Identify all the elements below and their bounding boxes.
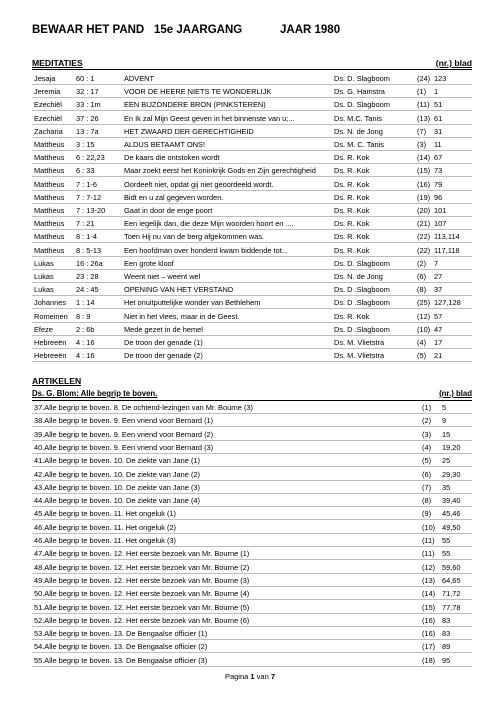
footer-prefix: Pagina [224,672,249,681]
meditatie-issue: (20) [417,206,431,215]
artikel-issue: (7) [422,482,432,492]
meditatie-page: 61 [434,113,443,123]
meditatie-author: Ds. M. Vlietstra [334,338,385,347]
artikelen-title: ARTIKELEN [32,376,82,386]
artikel-row [32,481,472,494]
artikel-title: 53.Alle begrip te boven. 13. De Bengaalse officier (1) [34,629,208,639]
meditatie-issue: (19) [417,192,431,202]
meditatie-author: Ds. R. Kok [334,192,370,202]
artikel-issue: (10) [422,522,436,532]
meditatie-title: Oordeelt niet, opdat gij niet geoordeeld wordt. [124,179,274,189]
artikel-issue: (9) [422,509,432,519]
artikel-row [32,468,472,481]
meditatie-book: Mattheus [34,192,65,202]
artikel-page: 83 [442,629,451,639]
meditatie-row [32,138,472,151]
artikelen-column-label: (nr.) blad [439,389,472,398]
artikel-page: 64,65 [442,575,461,585]
meditatie-author: Ds. N. de Jong [334,272,383,281]
meditatie-author: Ds. R. Kok [334,311,370,321]
meditatie-author: Ds. R. Kok [334,245,370,255]
meditatie-page: 7 [434,258,439,268]
meditatie-book: Lukas [34,258,54,268]
artikel-issue: (11) [422,549,435,559]
meditatie-title: Een iegelijk dan, die deze Mijn woorden hoort en .... [124,219,294,229]
artikel-title: 41.Alle begrip te boven. 10. De ziekte van Jane (1) [34,456,200,466]
meditatie-issue: (12) [417,311,431,321]
meditatie-author: Ds. D. Slagboom [334,258,390,268]
artikel-page: 55 [442,549,451,559]
artikel-row [32,561,472,574]
meditatie-title: Een hoofdman over honderd kwam biddende tot... [124,245,288,255]
meditatie-book: Johannes [34,298,67,308]
artikel-row [32,521,472,534]
artikel-page: 89 [442,642,451,652]
meditatie-reference: 33 : 1m [76,100,101,110]
meditatie-author: Ds. M. Vlietstra [334,351,385,361]
meditatie-issue: (6) [417,272,427,281]
meditatie-reference: 4 : 16 [76,351,95,361]
meditatie-reference: 8 : 5-13 [76,245,102,255]
artikel-issue: (18) [422,655,436,665]
meditatie-row [32,72,472,85]
meditatie-title: Mede gezet in de hemel [124,324,203,334]
page-header [32,24,472,38]
meditatie-title: Maar zoekt eerst het Koninkrijk Gods en Zijn gerechtigheid [124,166,316,176]
meditatie-row [32,217,472,230]
meditatie-book: Jeremia [34,87,61,97]
meditatie-row [32,191,472,204]
artikel-page: 83 [442,615,451,625]
meditatie-row [32,310,472,323]
meditatie-book: Mattheus [34,166,65,176]
artikel-issue: (1) [422,403,432,412]
meditatie-author: Ds. G. Hamstra [334,87,385,97]
artikel-title: 47.Alle begrip te boven. 12. Het eerste bezoek van Mr. Bourne (1) [34,549,250,559]
meditatie-issue: (15) [417,166,431,176]
meditatie-reference: 8 : 9 [76,311,91,321]
artikel-page: 35 [442,482,451,492]
artikel-page: 45,46 [442,509,461,519]
meditatie-book: Mattheus [34,179,65,189]
meditatie-book: Hebreeën [34,338,67,347]
meditatie-reference: 4 : 16 [76,338,95,347]
meditatie-reference: 1 : 14 [76,298,95,308]
meditatie-book: Mattheus [34,232,65,242]
meditatie-row [32,296,472,309]
meditatie-page: 107 [434,219,447,229]
artikel-page: 95 [442,655,451,665]
meditatie-page: 31 [434,126,443,136]
page-footer [0,672,500,681]
meditatie-author: Ds. D .Slagboom [334,298,390,308]
meditaties-column-label: (nr.) blad [435,58,472,68]
artikel-issue: (16) [422,629,436,639]
meditatie-issue: (25) [417,298,431,308]
meditatie-reference: 37 : 26 [76,113,99,123]
meditatie-reference: 7 : 13-20 [76,206,106,215]
meditatie-page: 127,128 [434,298,461,308]
meditaties-heading [32,58,472,70]
meditatie-reference: 6 : 33 [76,166,95,176]
artikel-page: 5 [442,403,447,412]
meditatie-row [32,244,472,257]
artikel-row [32,534,472,547]
artikel-page: 71,72 [442,589,461,599]
meditatie-title: Weent niet – weent wel [124,272,201,281]
meditatie-row [32,323,472,336]
meditatie-book: Mattheus [34,140,65,149]
artikelen-heading [32,376,472,388]
artikel-row [32,414,472,427]
meditatie-book: Zacharia [34,126,63,136]
meditatie-title: VOOR DE HEERE NIETS TE WONDERLIJK [124,87,272,97]
meditatie-page: 47 [434,324,443,334]
meditatie-page: 101 [434,206,447,215]
artikel-title: 38.Alle begrip te boven. 9. Een vriend voor Bernard (1) [34,416,214,426]
meditatie-row [32,283,472,296]
artikel-page: 49,50 [442,522,461,532]
artikel-page: 15 [442,429,451,439]
meditatie-page: 113,114 [434,232,460,242]
meditatie-reference: 7 : 1-6 [76,179,97,189]
artikel-title: 43.Alle begrip te boven. 10. De ziekte van Jane (3) [34,482,200,492]
artikel-row [32,494,472,507]
meditatie-title: Bidt en u zal gegeven worden. [124,192,224,202]
meditatie-title: OPENING VAN HET VERSTAND [124,285,234,295]
meditatie-book: Mattheus [34,206,65,215]
artikelen-author: Ds. G. Blom: Alle begrip te boven. [32,389,158,398]
artikel-issue: (11) [422,536,435,545]
meditatie-book: Jesaja [34,74,56,83]
artikel-row [32,640,472,653]
meditatie-issue: (22) [417,245,431,255]
meditatie-row [32,204,472,217]
artikelen-subheading [32,388,472,401]
meditatie-book: Romeinen [34,311,68,321]
artikel-row [32,454,472,467]
meditatie-row [32,125,472,138]
meditatie-page: 1 [434,87,439,97]
artikel-title: 40.Alle begrip te boven. 9. Een vriend voor Bernard (3) [34,442,214,452]
meditatie-page: 51 [434,100,443,110]
footer-middle: van [256,672,269,681]
meditatie-book: Efeze [34,324,53,334]
meditatie-author: Ds. D. Slagboom [334,74,390,83]
meditatie-row [32,230,472,243]
artikel-row [32,428,472,441]
meditatie-title: Gaat in door de enge poort [124,206,213,215]
artikel-title: 45.Alle begrip te boven. 11. Het ongeluk (1) [34,509,177,519]
meditatie-page: 117,118 [434,245,460,255]
meditatie-book: Lukas [34,285,54,295]
meditatie-row [32,270,472,283]
meditatie-page: 11 [434,140,442,149]
artikel-issue: (2) [422,416,432,426]
meditatie-reference: 16 : 26a [76,258,103,268]
meditatie-reference: 24 : 45 [76,285,99,295]
artikel-page: 59,60 [442,562,461,572]
meditatie-issue: (16) [417,179,431,189]
artikel-issue: (16) [422,615,436,625]
meditatie-row [32,336,472,349]
year-label: JAAR 1980 [280,24,341,36]
meditatie-title: Niet in het vlees, maar in de Geest. [124,311,240,321]
meditatie-title: HET ZWAARD DER GERECHTIGHEID [124,126,254,136]
meditatie-issue: (11) [417,100,430,110]
artikel-row [32,627,472,640]
meditatie-row [32,257,472,270]
meditatie-page: 27 [434,272,443,281]
meditatie-row [32,349,472,362]
artikel-row [32,507,472,520]
meditatie-reference: 2 : 6b [76,324,95,334]
meditatie-reference: 7 : 21 [76,219,95,229]
meditatie-title: Het onuitputtelijke wonder van Bethlehem [124,298,261,308]
meditatie-issue: (14) [417,153,431,163]
meditatie-author: Ds. R. Kok [334,206,370,215]
artikel-title: 46.Alle begrip te boven. 11. Het ongeluk (3) [34,536,177,545]
meditatie-title: ALDUS BETAAMT ONS! [124,140,206,149]
meditatie-reference: 3 : 15 [76,140,95,149]
footer-total: 7 [270,672,276,681]
artikel-title: 48.Alle begrip te boven. 12. Het eerste bezoek van Mr. Bourne (2) [34,562,250,572]
artikel-page: 19,20 [442,442,461,452]
meditatie-book: Mattheus [34,245,65,255]
meditatie-title: De troon der genade (2) [124,351,203,361]
meditatie-page: 37 [434,285,443,295]
meditatie-page: 21 [434,351,443,361]
meditatie-author: Ds. D .Slagboom [334,324,390,334]
meditatie-book: Lukas [34,272,54,281]
artikel-row [32,654,472,667]
meditatie-author: Ds. M. C. Tanis [334,140,384,149]
artikel-issue: (3) [422,429,432,439]
artikel-row [32,587,472,600]
meditatie-title: Toen Hij nu van de berg afgekommen was. [124,232,265,242]
artikel-page: 55 [442,536,451,545]
meditatie-reference: 8 : 1-4 [76,232,97,242]
meditatie-row [32,151,472,164]
meditatie-title: En Ik zal Mijn Geest geven in het binnenste van u;... [124,113,295,123]
meditatie-author: Ds. R. Kok [334,166,370,176]
meditatie-book: Ezechiël [34,100,62,110]
publication-title: BEWAAR HET PAND [32,24,145,36]
artikel-title: 39.Alle begrip te boven. 9. Een vriend voor Bernard (2) [34,429,214,439]
meditatie-reference: 7 : 7-12 [76,192,102,202]
meditatie-title: ADVENT [124,74,154,83]
meditatie-page: 73 [434,166,443,176]
meditatie-issue: (3) [417,140,427,149]
artikel-title: 44.Alle begrip te boven. 10. De ziekte van Jane (4) [34,496,200,506]
meditatie-issue: (13) [417,113,431,123]
meditatie-issue: (4) [417,338,427,347]
artikel-row [32,614,472,627]
volume-label: 15e JAARGANG [154,24,243,36]
meditatie-page: 123 [434,74,447,83]
artikel-issue: (8) [422,496,432,506]
meditatie-issue: (1) [417,87,427,97]
meditatie-author: Ds. R. Kok [334,179,370,189]
meditatie-page: 17 [434,338,443,347]
meditatie-reference: 6 : 22,23 [76,153,105,163]
meditatie-page: 57 [434,311,443,321]
artikel-issue: (14) [422,589,436,599]
artikel-title: 52.Alle begrip te boven. 12. Het eerste bezoek van Mr. Bourne (6) [34,615,250,625]
artikel-issue: (5) [422,456,432,466]
meditatie-reference: 60 : 1 [76,74,95,83]
artikel-title: 49.Alle begrip te boven. 12. Het eerste bezoek van Mr. Bourne (3) [34,575,250,585]
meditatie-author: Ds. R. Kok [334,232,370,242]
meditatie-author: Ds. R. Kok [334,153,370,163]
footer-page: 1 [250,672,255,681]
artikel-page: 25 [442,456,451,466]
artikel-title: 54.Alle begrip te boven. 13. De Bengaalse officier (2) [34,642,208,652]
meditatie-row [32,85,472,98]
meditatie-author: Ds. N. de Jong [334,126,383,136]
meditatie-issue: (22) [417,232,431,242]
meditatie-row [32,178,472,191]
meditatie-page: 67 [434,153,443,163]
artikel-issue: (6) [422,469,432,479]
artikel-title: 37.Alle begrip te boven. 8. De ochtend-lezingen van Mr. Bourne (3) [34,403,253,412]
meditatie-row [32,98,472,111]
meditatie-page: 96 [434,192,443,202]
artikel-row [32,547,472,560]
meditatie-book: Mattheus [34,153,65,163]
meditatie-title: De kaars die ontstoken wordt [124,153,220,163]
meditaties-title: MEDITATIES [32,58,83,68]
artikel-page: 9 [442,416,447,426]
meditatie-book: Hebreeën [34,351,67,361]
meditatie-book: Mattheus [34,219,65,229]
meditatie-row [32,112,472,125]
meditatie-title: Een grote kloof [124,258,174,268]
meditatie-author: Ds. M.C. Tanis [334,113,382,123]
artikel-page: 29,30 [442,469,461,479]
artikel-row [32,441,472,454]
meditatie-page: 79 [434,179,443,189]
meditatie-issue: (2) [417,258,427,268]
meditatie-issue: (10) [417,324,431,334]
artikel-row [32,601,472,614]
artikel-title: 46.Alle begrip te boven. 11. Het ongeluk (2) [34,522,177,532]
meditatie-book: Ezechiël [34,113,62,123]
artikel-page: 77,78 [442,602,461,612]
artikel-issue: (13) [422,575,436,585]
artikel-row [32,574,472,587]
meditatie-issue: (21) [417,219,431,229]
meditatie-issue: (5) [417,351,427,361]
artikel-row [32,401,472,414]
meditatie-author: Ds. R. Kok [334,219,370,229]
meditatie-issue: (24) [417,74,431,83]
meditatie-reference: 32 : 17 [76,87,99,97]
meditatie-issue: (8) [417,285,427,295]
meditatie-author: Ds. D. Slagboom [334,100,390,110]
artikel-title: 50.Alle begrip te boven. 12. Het eerste bezoek van Mr. Bourne (4) [34,589,250,599]
artikel-page: 39,40 [442,496,461,506]
meditatie-title: De troon der genade (1) [124,338,203,347]
artikel-issue: (12) [422,562,436,572]
artikel-issue: (15) [422,602,436,612]
artikel-issue: (17) [422,642,436,652]
artikel-title: 55.Alle begrip te boven. 13. De Bengaalse officier (3) [34,655,208,665]
meditatie-title: EEN BIJZONDERE BRON (PINKSTEREN) [124,100,266,110]
meditatie-issue: (7) [417,126,427,136]
artikel-title: 51.Alle begrip te boven. 12. Het eerste bezoek van Mr. Bourne (5) [34,602,250,612]
artikel-issue: (4) [422,442,432,452]
meditatie-author: Ds. D .Slagboom [334,285,390,295]
meditatie-row [32,164,472,177]
meditatie-reference: 13 : 7a [76,126,99,136]
artikel-title: 42.Alle begrip te boven. 10. De ziekte van Jane (2) [34,469,200,479]
meditatie-reference: 23 : 28 [76,272,99,281]
